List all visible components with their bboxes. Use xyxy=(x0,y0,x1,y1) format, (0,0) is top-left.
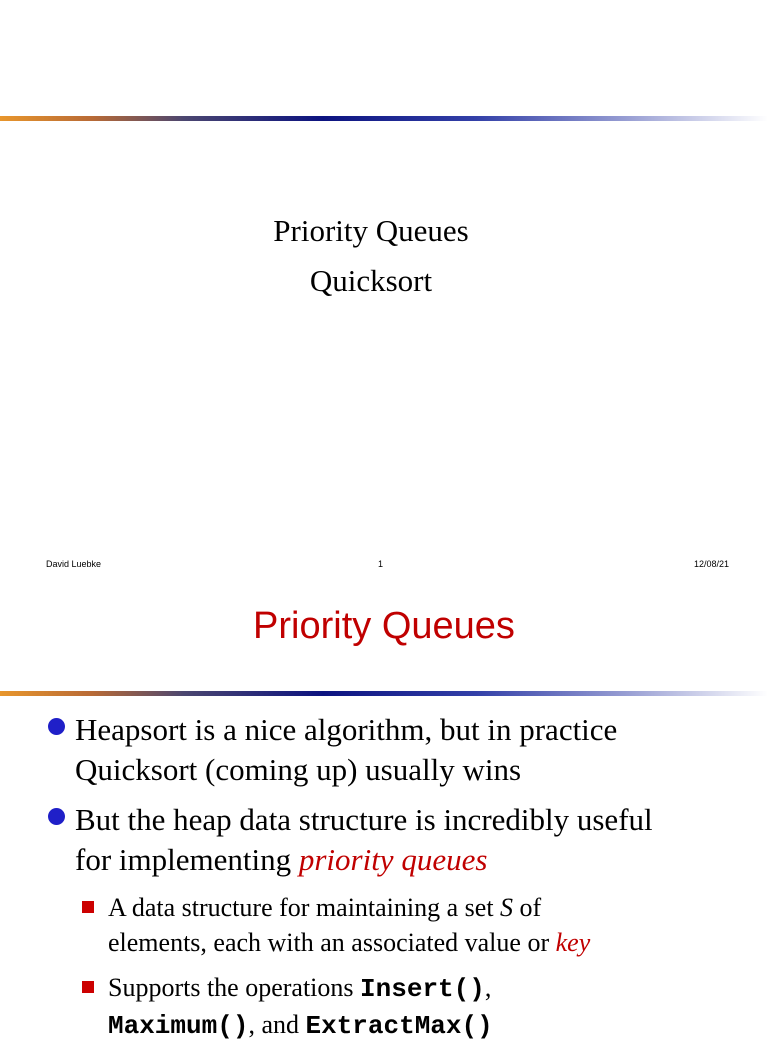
bullet-1-line1: Heapsort is a nice algorithm, but in practice xyxy=(75,712,618,747)
footer-page-number: 1 xyxy=(378,559,384,569)
sub-bullet-1-text: A data structure for maintaining a set xyxy=(108,893,501,922)
bullet-2-line2 xyxy=(75,840,735,880)
bullet-1 xyxy=(75,710,735,790)
bullet-dot-icon xyxy=(48,808,65,825)
footer-date: 12/08/21 xyxy=(694,559,730,569)
bullet-2 xyxy=(75,800,735,880)
bullet-2-emphasis: priority queues xyxy=(298,842,488,877)
slide1-title-line2: Quicksort xyxy=(309,263,433,298)
sub-bullet-2 xyxy=(108,970,748,1044)
sub-bullet-2-code-insert: Insert() xyxy=(360,974,485,1004)
sub-bullet-2-mid-text: , and xyxy=(248,1010,306,1039)
slide1-header-rule xyxy=(0,116,768,121)
sub-bullet-1-text-end: of xyxy=(513,893,542,922)
sub-bullet-square-icon xyxy=(82,981,94,993)
footer-author: David Luebke xyxy=(46,559,102,569)
sub-bullet-2-code-extractmax: ExtractMax() xyxy=(305,1011,493,1041)
slide1-title-line1: Priority Queues xyxy=(273,213,469,248)
sub-bullet-2-text-end: , xyxy=(484,973,492,1002)
slide2-title: Priority Queues xyxy=(253,605,515,647)
sub-bullet-2-line1 xyxy=(108,970,748,1007)
sub-bullet-1-emphasis: key xyxy=(555,928,591,957)
sub-bullet-1-line2 xyxy=(108,925,748,960)
sub-bullet-2-code-maximum: Maximum() xyxy=(108,1011,249,1041)
sub-bullet-2-text: Supports the operations xyxy=(108,973,361,1002)
sub-bullet-2-line2 xyxy=(108,1007,748,1044)
sub-bullet-square-icon xyxy=(82,901,94,913)
sub-bullet-1 xyxy=(108,890,748,960)
sub-bullet-1-line2-text: elements, each with an associated value or xyxy=(108,928,556,957)
slide2-header-rule xyxy=(0,691,768,696)
bullet-1-line2: Quicksort (coming up) usually wins xyxy=(75,752,522,787)
bullet-dot-icon xyxy=(48,718,65,735)
sub-bullet-1-variable: S xyxy=(500,893,514,922)
bullet-2-line2-text: for implementing xyxy=(75,842,299,877)
bullet-2-line1: But the heap data structure is incredibly useful xyxy=(75,802,653,837)
sub-bullet-1-line1 xyxy=(108,890,748,925)
